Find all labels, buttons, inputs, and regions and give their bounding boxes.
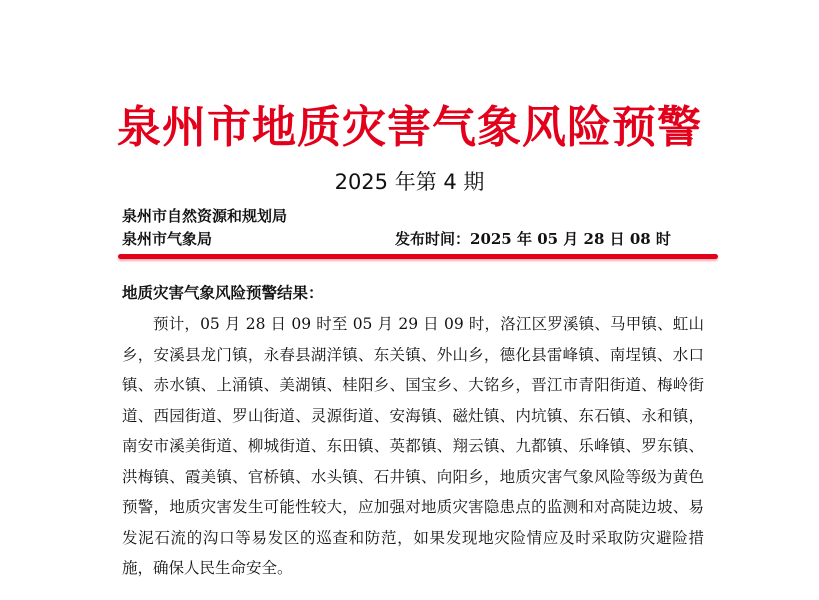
warning-body-paragraph: 预计，05 月 28 日 09 时至 05 月 29 日 09 时，洛江区罗溪镇、马甲镇、虹山乡，安溪县龙门镇，永春县湖洋镇、东关镇、外山乡，德化县雷峰镇、南埕镇、水口镇、赤水镇、上涌镇、美湖镇、桂阳乡、国宝乡、大铭乡，晋江市青阳街道、梅岭街道、西园街道、罗山街道、灵源街道、安海镇、磁灶镇、内坑镇、东石镇、永和镇，南安市溪美街道、柳城街道、东田镇、英都镇、翔云镇、九都镇、乐峰镇、罗东镇、洪梅镇、霞美镇、官桥镇、水头镇、石井镇、向阳乡，地质灾害气象风险等级为黄色预警，地质灾害发生可能性较大，应加强对地质灾害隐患点的监测和对高陡边坡、易发泥石流的沟口等易发区的巡查和防范，如果发现地灾险情应及时采取防灾避险措施，确保人民生命安全。	[122, 315, 704, 577]
warning-title: 泉州市地质灾害气象风险预警	[117, 102, 702, 153]
issuer-meteorological-bureau: 泉州市气象局	[122, 230, 213, 248]
publish-time: 发布时间：2025 年 05 月 28 日 08 时	[395, 230, 671, 248]
header-divider	[118, 254, 718, 259]
section-heading: 地质灾害气象风险预警结果：	[122, 283, 324, 302]
issuer-natural-resources-bureau: 泉州市自然资源和规划局	[122, 207, 288, 225]
issue-number: 2025 年第 4 期	[334, 170, 485, 194]
